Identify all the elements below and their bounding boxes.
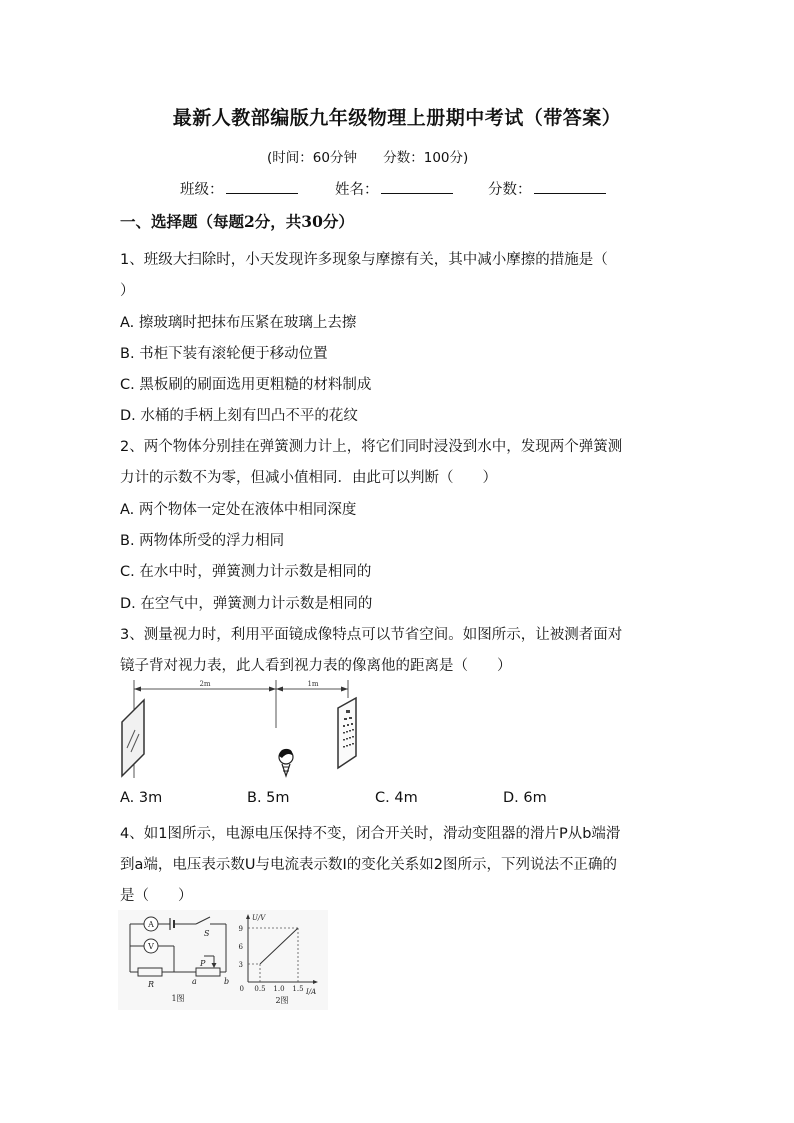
name-label: 姓名：: [335, 182, 379, 198]
total-score-info: 分数：100分): [383, 150, 469, 166]
arrow-head: [134, 687, 141, 692]
q1-stem-line2: ）: [120, 283, 135, 299]
q1-option-b: B. 书柜下装有滚轮便于移动位置: [120, 346, 328, 362]
ammeter-label: A: [148, 920, 154, 929]
end-b-label: b: [224, 977, 230, 986]
i-axis-label: I/A: [306, 988, 317, 996]
q4-stem-line2: 到a端，电压表示数U与电流表示数I的变化关系如2图所示，下列说法不正确的: [120, 857, 617, 873]
arrow-head: [276, 687, 283, 692]
q2-option-c: C. 在水中时，弹簧测力计示数是相同的: [120, 564, 372, 580]
voltmeter-label: V: [148, 942, 154, 951]
q3-figure-mirror-eye-chart: [110, 678, 360, 783]
dim-label-2m: 2m: [199, 680, 211, 688]
person-figure: [279, 749, 293, 776]
arrow-head: [269, 687, 276, 692]
u-axis-label: U/V: [252, 914, 266, 922]
y-tick-label: 9: [238, 925, 243, 933]
q3-option-a: A. 3m: [120, 790, 163, 806]
end-a-label: a: [192, 977, 197, 986]
y-tick-label: 3: [238, 961, 243, 969]
switch-label: S: [204, 929, 210, 938]
q2-option-d: D. 在空气中，弹簧测力计示数是相同的: [120, 596, 373, 612]
q2-stem-line1: 2、两个物体分别挂在弹簧测力计上，将它们同时浸没到水中，发现两个弹簧测: [120, 439, 623, 455]
resistor-label: R: [148, 980, 155, 989]
plane-mirror: [122, 700, 144, 776]
eye-chart: [338, 698, 356, 768]
arrow-head: [341, 687, 348, 692]
q2-option-b: B. 两物体所受的浮力相同: [120, 533, 285, 549]
x-tick-label: 0.5: [254, 985, 266, 993]
q1-option-a: A. 擦玻璃时把抹布压紧在玻璃上去擦: [120, 315, 357, 331]
x-tick-label: 1.5: [292, 985, 304, 993]
origin-label: 0: [239, 985, 244, 993]
q1-stem-line1: 1、班级大扫除时，小天发现许多现象与摩擦有关，其中减小摩擦的措施是（: [120, 252, 608, 268]
page-title: 最新人教部编版九年级物理上册期中考试（带答案）: [172, 107, 622, 129]
score-blank: [534, 181, 606, 194]
score-label: 分数：: [488, 182, 532, 198]
x-tick-label: 1.0: [273, 985, 285, 993]
class-blank: [226, 181, 298, 194]
y-tick-label: 6: [238, 943, 243, 951]
class-field: [180, 178, 298, 199]
q1-option-c: C. 黑板刷的刷面选用更粗糙的材料制成: [120, 377, 372, 393]
q2-stem-line2: 力计的示数不为零，但减小值相同．由此可以判断（ ）: [120, 470, 497, 486]
section-heading: 一、选择题（每题2分，共30分）: [120, 212, 354, 231]
slider-label: P: [200, 959, 206, 968]
fig2-caption: 2图: [275, 996, 289, 1005]
q4-stem-line1: 4、如1图所示，电源电压保持不变，闭合开关时，滑动变阻器的滑片P从b端滑: [120, 826, 621, 842]
q3-option-c: C. 4m: [375, 790, 418, 806]
name-field: [335, 178, 453, 199]
q3-stem-line1: 3、测量视力时，利用平面镜成像特点可以节省空间。如图所示，让被测者面对: [120, 627, 623, 643]
q2-option-a: A. 两个物体一定处在液体中相同深度: [120, 502, 357, 518]
q3-option-b: B. 5m: [247, 790, 290, 806]
dim-label-1m: 1m: [307, 680, 319, 688]
q4-figure-circuit-and-graph: [118, 910, 328, 1010]
fig1-caption: 1图: [171, 994, 185, 1003]
name-blank: [381, 181, 453, 194]
q4-stem-line3: 是（ ）: [120, 888, 193, 904]
class-label: 班级：: [180, 182, 224, 198]
q1-option-d: D. 水桶的手柄上刻有凹凸不平的花纹: [120, 408, 358, 424]
exam-subtitle: [267, 146, 490, 166]
time-info: (时间：60分钟: [267, 150, 357, 166]
q3-stem-line2: 镜子背对视力表，此人看到视力表的像离他的距离是（ ）: [120, 658, 512, 674]
score-field: [488, 178, 606, 199]
q3-option-d: D. 6m: [503, 790, 547, 806]
